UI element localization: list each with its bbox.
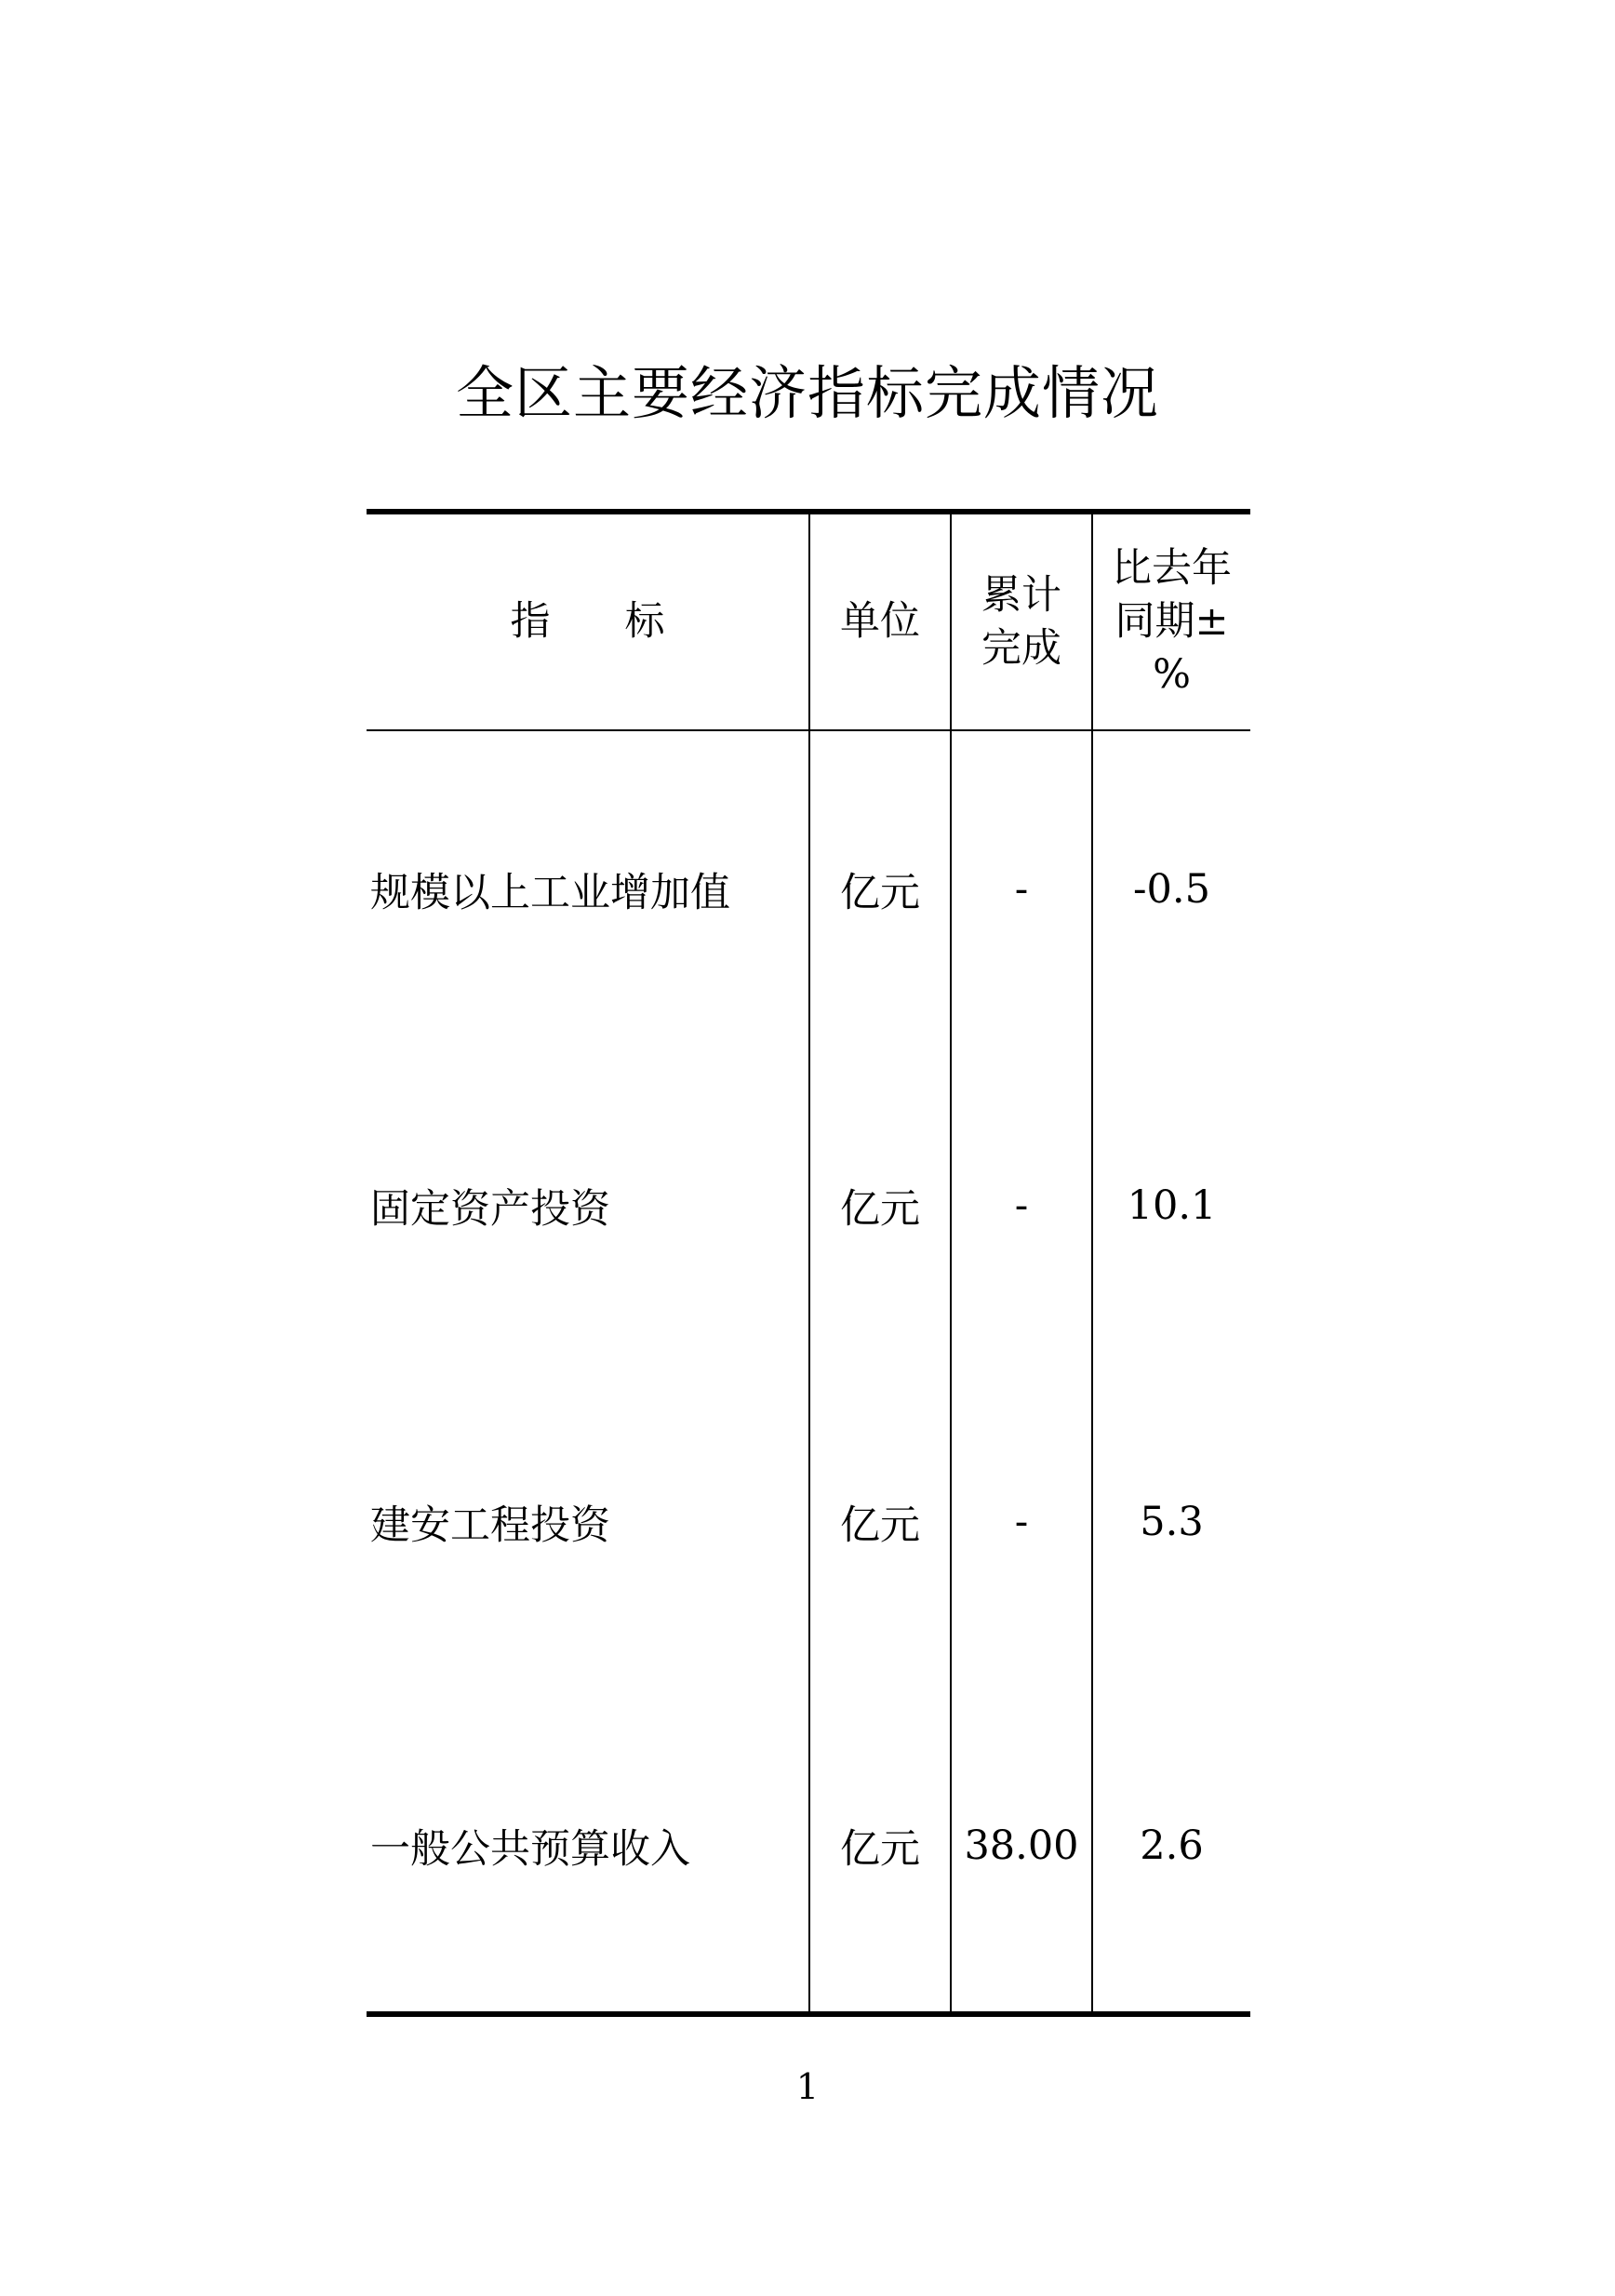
header-indicator-label: 指标 [510,598,740,645]
row-cumulative: - [951,730,1092,1048]
row-indicator-name: 一般公共预算收入 [367,1680,809,2014]
header-yoy [1092,512,1250,730]
row-unit: 亿元 [809,1048,951,1364]
row-cumulative: - [951,1364,1092,1680]
row-yoy: 2.6 [1092,1680,1250,2014]
row-yoy: -0.5 [1092,730,1250,1048]
row-indicator-name: 建安工程投资 [367,1364,809,1680]
row-unit: 亿元 [809,730,951,1048]
row-indicator-name: 固定资产投资 [367,1048,809,1364]
row-indicator-name: 规模以上工业增加值 [367,730,809,1048]
page-number: 1 [795,2066,820,2107]
header-yoy-label: 比去年同期±% [1112,545,1232,698]
row-cumulative: - [951,1048,1092,1364]
row-yoy: 10.1 [1092,1048,1250,1364]
table-row [367,1048,1250,1364]
header-indicator [367,512,809,730]
header-cumulative-label: 累计完成 [981,571,1061,672]
row-yoy: 5.3 [1092,1364,1250,1680]
table-row [367,730,1250,1048]
document-title: 全区主要经济指标完成情况 [455,359,1159,427]
table-row [367,1680,1250,2014]
header-unit-label: 单位 [840,598,920,645]
row-cumulative: 38.00 [951,1680,1092,2014]
row-unit: 亿元 [809,1364,951,1680]
row-unit: 亿元 [809,1680,951,2014]
table-header-row [367,512,1250,730]
header-unit [809,512,951,730]
table-row [367,1364,1250,1680]
header-cumulative [951,512,1092,730]
indicator-table [367,509,1250,2017]
